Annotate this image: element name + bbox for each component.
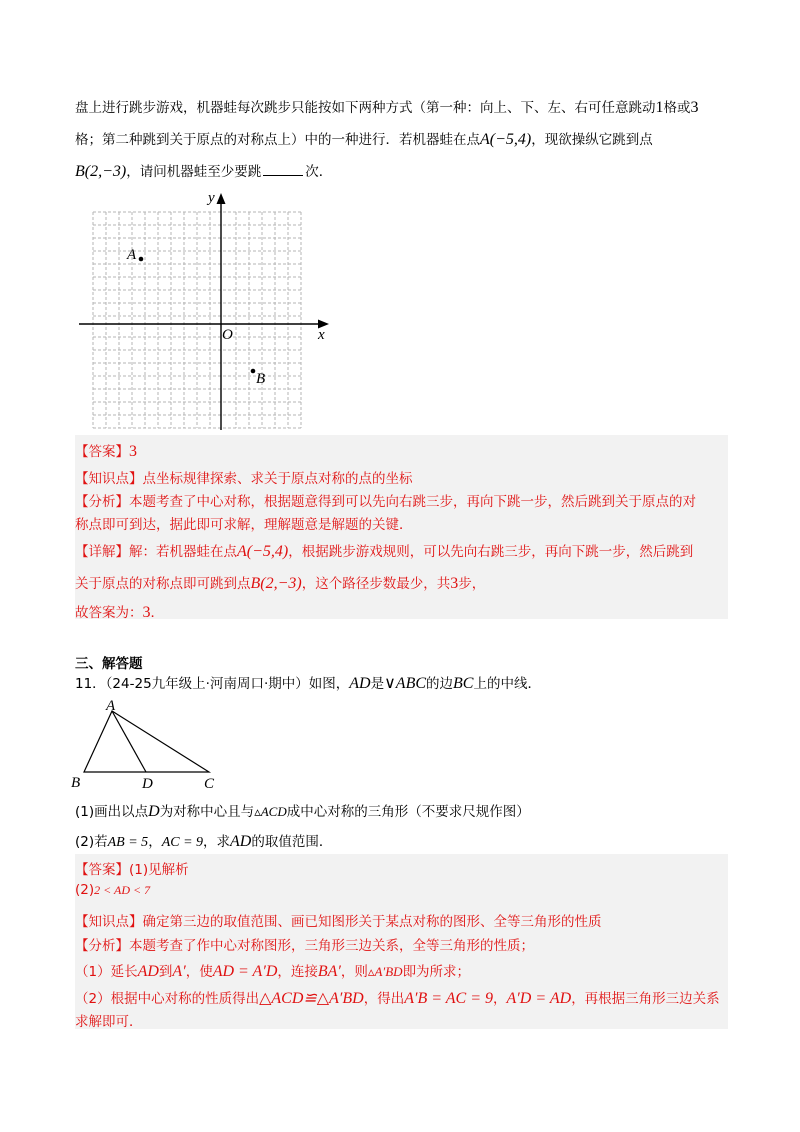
vertex-c-label: C — [204, 776, 215, 792]
coordinate-grid-figure — [75, 190, 340, 435]
vertex-a-label: A — [106, 698, 116, 714]
point-b-label: B — [256, 371, 266, 387]
q10-detail-1: 【详解】解：若机器蛙在点A(−5,4)，根据跳步游戏规则，可以先向右跳三步，再向下跳一步，然后跳到 — [75, 543, 694, 560]
q10-detail-2: 关于原点的对称点即可跳到点B(2,−3)，这个路径步数最少，共3步， — [75, 575, 486, 592]
q11-answer-2: (2)2 < AD < 7 — [75, 882, 151, 898]
q11-solution-2: （2）根据中心对称的性质得出△ACD≌△A′BD，得出A′B = AC = 9，A′D = AD，再根据三角形三边关系 — [75, 990, 720, 1007]
q10-line1: 盘上进行跳步游戏，机器蛙每次跳步只能按如下两种方式（第一种：向上、下、左、右可任意跳动1格或3 — [75, 99, 699, 116]
q10-answer: 【答案】3 — [75, 443, 137, 460]
q11-analysis: 【分析】本题考查了作中心对称图形，三角形三边关系，全等三角形的性质； — [75, 938, 534, 954]
y-axis-arrow — [217, 193, 226, 204]
point-b-dot — [251, 369, 256, 374]
q11-solution-1: （1）延长AD到A′，使AD = A′D，连接BA′，则▵A′BD即为所求； — [75, 963, 471, 980]
triangle-abc — [84, 711, 209, 772]
q11-answer-1: 【答案】(1)见解析 — [75, 862, 189, 878]
q11-solution-3: 求解即可． — [75, 1014, 143, 1030]
q10-analysis-1: 【分析】本题考查了中心对称，根据题意得到可以先向右跳三步，再向下跳一步，然后跳到关于原点的对 — [75, 494, 696, 510]
q10-line3: B(2,−3)，请问机器蛙至少要跳 次． — [75, 163, 333, 180]
q10-analysis-2: 称点即可到达，据此即可求解，理解题意是解题的关键． — [75, 517, 413, 533]
q11-knowledge: 【知识点】确定第三边的取值范围、画已知图形关于某点对称的图形、全等三角形的性质 — [75, 914, 602, 930]
q10-knowledge: 【知识点】点坐标规律探索、求关于原点对称的点的坐标 — [75, 471, 413, 487]
section-title: 三、解答题 — [75, 656, 143, 672]
x-axis-label: x — [318, 327, 325, 343]
vertex-b-label: B — [71, 775, 81, 791]
triangle-figure — [68, 696, 228, 796]
answer-blank — [263, 163, 303, 176]
point-a-dot — [139, 257, 144, 262]
median-ad — [112, 711, 146, 772]
y-axis-label: y — [208, 190, 215, 206]
q11-stem: 11．（24-25九年级上·河南周口·期中）如图，AD是∨ABC的边BC上的中线． — [75, 675, 541, 692]
q11-part1: (1)画出以点D为对称中心且与▵ACD成中心对称的三角形（不要求尺规作图） — [75, 803, 530, 820]
vertex-d-label: D — [142, 776, 153, 792]
origin-label: O — [222, 327, 233, 343]
q11-part2: (2)若AB = 5，AC = 9，求AD的取值范围． — [75, 833, 333, 850]
point-a-label: A — [127, 247, 137, 263]
q10-line2: 格；第二种跳到关于原点的对称点上）中的一种进行．若机器蛙在点A(−5,4)，现欲操纵它跳到点 — [75, 131, 653, 148]
q10-detail-3: 故答案为：3． — [75, 604, 164, 621]
